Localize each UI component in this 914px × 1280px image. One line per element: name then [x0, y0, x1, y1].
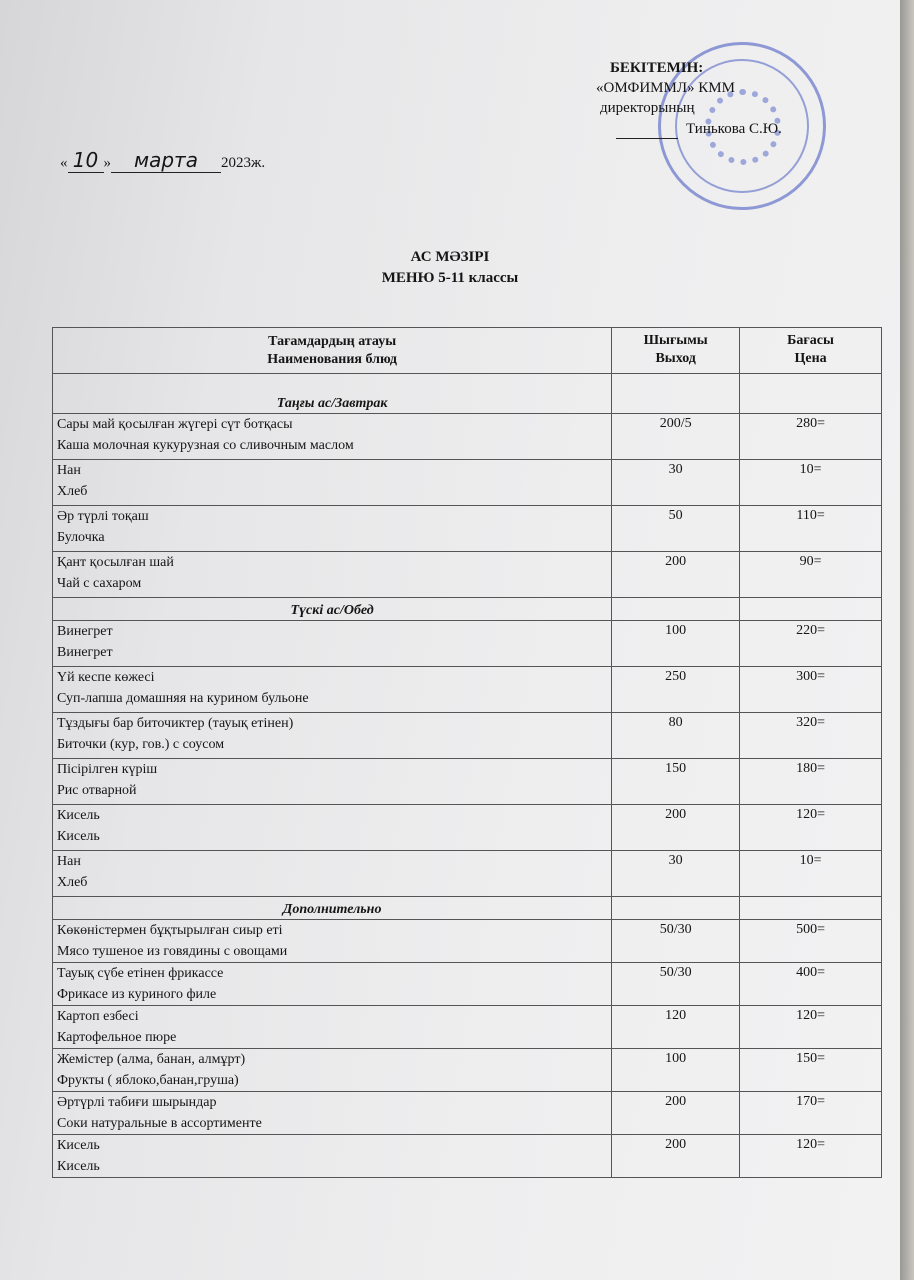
price-cell: 150=: [740, 1049, 882, 1092]
output-cell: 120: [612, 1006, 740, 1049]
price-cell: 120=: [740, 1006, 882, 1049]
table-row: [53, 1006, 882, 1049]
dish-name-ru: Каша молочная кукурузная со сливочным маслом: [57, 438, 354, 453]
output-cell: 30: [612, 460, 740, 506]
dish-name-cell: [53, 713, 612, 759]
dish-name-cell: [53, 460, 612, 506]
output-cell: 200/5: [612, 414, 740, 460]
price-cell: 180=: [740, 759, 882, 805]
dish-name-kz: Әр түрлі тоқаш: [57, 509, 149, 524]
document-date: [60, 148, 265, 173]
table-row: [53, 920, 882, 963]
dish-name-ru: Соки натуральные в ассортименте: [57, 1116, 262, 1131]
price-cell: 110=: [740, 506, 882, 552]
dish-name-kz: Винегрет: [57, 624, 113, 639]
dish-name-kz: Жемістер (алма, банан, алмұрт): [57, 1052, 246, 1067]
table-row: [53, 805, 882, 851]
price-cell: 10=: [740, 851, 882, 897]
dish-name-ru: Фрикасе из куриного филе: [57, 987, 217, 1002]
dish-name-kz: Көкөністермен бұқтырылған сиыр еті: [57, 923, 283, 938]
dish-name-cell: [53, 621, 612, 667]
approval-heading: БЕКІТЕМІН:: [610, 60, 704, 76]
dish-name-kz: Кисель: [57, 1138, 100, 1153]
table-row: [53, 460, 882, 506]
table-row: [53, 851, 882, 897]
dish-name-cell: [53, 1049, 612, 1092]
dish-name-kz: Нан: [57, 854, 81, 869]
dish-name-ru: Суп-лапша домашняя на курином бульоне: [57, 691, 309, 706]
dish-name-cell: [53, 1092, 612, 1135]
dish-name-kz: Кисель: [57, 808, 100, 823]
section-price-empty: [740, 374, 882, 414]
approval-signature-line: [596, 118, 826, 139]
dish-name-cell: [53, 851, 612, 897]
dish-name-ru: Хлеб: [57, 484, 88, 499]
approval-position: директорының: [600, 100, 695, 116]
output-cell: 200: [612, 805, 740, 851]
table-row: [53, 667, 882, 713]
table-row: [53, 1092, 882, 1135]
header-price: Бағасы Цена: [740, 328, 882, 374]
header-output: Шығымы Выход: [612, 328, 740, 374]
dish-name-ru: Хлеб: [57, 875, 88, 890]
price-cell: 10=: [740, 460, 882, 506]
section-title: Түскі ас/Обед: [53, 598, 612, 621]
dish-name-cell: [53, 552, 612, 598]
table-row: [53, 552, 882, 598]
dish-name-cell: [53, 414, 612, 460]
price-cell: 120=: [740, 805, 882, 851]
dish-name-kz: Үй кеспе көжесі: [57, 670, 155, 685]
output-cell: 50: [612, 506, 740, 552]
price-cell: 320=: [740, 713, 882, 759]
output-cell: 50/30: [612, 920, 740, 963]
date-close-quote: »: [103, 155, 111, 171]
dish-name-ru: Булочка: [57, 530, 105, 545]
dish-name-cell: [53, 1006, 612, 1049]
dish-name-ru: Фрукты ( яблоко,банан,груша): [57, 1073, 239, 1088]
dish-name-cell: [53, 805, 612, 851]
output-cell: 200: [612, 1135, 740, 1178]
section-price-empty: [740, 897, 882, 920]
price-cell: 300=: [740, 667, 882, 713]
price-cell: 170=: [740, 1092, 882, 1135]
price-cell: 220=: [740, 621, 882, 667]
dish-name-cell: [53, 506, 612, 552]
output-cell: 100: [612, 1049, 740, 1092]
table-row: [53, 414, 882, 460]
director-name: Тинькова С.Ю.: [686, 121, 782, 137]
section-row: [53, 598, 882, 621]
section-price-empty: [740, 598, 882, 621]
dish-name-kz: Тауық сүбе етінен фрикассе: [57, 966, 224, 981]
dish-name-ru: Мясо тушеное из говядины с овощами: [57, 944, 288, 959]
dish-name-cell: [53, 963, 612, 1006]
dish-name-kz: Пісірілген күріш: [57, 762, 158, 777]
table-row: [53, 713, 882, 759]
dish-name-kz: Әртүрлі табиғи шырындар: [57, 1095, 217, 1110]
price-cell: 280=: [740, 414, 882, 460]
table-row: [53, 621, 882, 667]
dish-name-ru: Винегрет: [57, 645, 113, 660]
date-month: марта: [111, 148, 221, 173]
date-open-quote: «: [60, 155, 68, 171]
approval-block: [596, 58, 826, 139]
date-year: 2023ж.: [221, 155, 266, 171]
output-cell: 200: [612, 552, 740, 598]
background-edge: [900, 0, 914, 1280]
price-cell: 120=: [740, 1135, 882, 1178]
section-output-empty: [612, 598, 740, 621]
section-title: Таңғы ас/Завтрак: [53, 374, 612, 414]
dish-name-cell: [53, 759, 612, 805]
title-kz: АС МӘЗІРІ: [410, 249, 490, 265]
table-row: [53, 963, 882, 1006]
dish-name-ru: Биточки (кур, гов.) с соусом: [57, 737, 225, 752]
dish-name-ru: Рис отварной: [57, 783, 137, 798]
date-day: 10: [68, 148, 104, 173]
section-row: [53, 374, 882, 414]
title-ru: МЕНЮ 5-11 классы: [381, 270, 519, 286]
section-output-empty: [612, 374, 740, 414]
price-cell: 400=: [740, 963, 882, 1006]
table-row: [53, 1135, 882, 1178]
approval-organization: «ОМФИММЛ» КММ: [596, 80, 735, 96]
table-row: [53, 759, 882, 805]
header-dish-name: Тағамдардың атауы Наименования блюд: [53, 328, 612, 374]
table-row: [53, 1049, 882, 1092]
dish-name-cell: [53, 667, 612, 713]
output-cell: 80: [612, 713, 740, 759]
section-row: [53, 897, 882, 920]
dish-name-kz: Сары май қосылған жүгері сүт ботқасы: [57, 417, 293, 432]
dish-name-kz: Нан: [57, 463, 81, 478]
output-cell: 100: [612, 621, 740, 667]
dish-name-cell: [53, 1135, 612, 1178]
output-cell: 200: [612, 1092, 740, 1135]
dish-name-ru: Картофельное пюре: [57, 1030, 177, 1045]
section-output-empty: [612, 897, 740, 920]
price-cell: 500=: [740, 920, 882, 963]
output-cell: 50/30: [612, 963, 740, 1006]
menu-table: [52, 327, 882, 1178]
dish-name-ru: Чай с сахаром: [57, 576, 142, 591]
dish-name-cell: [53, 920, 612, 963]
table-row: [53, 506, 882, 552]
signature-mark: [616, 118, 678, 139]
dish-name-ru: Кисель: [57, 829, 100, 844]
dish-name-kz: Қант қосылған шай: [57, 555, 174, 570]
dish-name-kz: Тұздығы бар биточиктер (тауық етінен): [57, 716, 294, 731]
price-cell: 90=: [740, 552, 882, 598]
output-cell: 150: [612, 759, 740, 805]
output-cell: 250: [612, 667, 740, 713]
table-header-row: [53, 328, 882, 374]
dish-name-kz: Картоп езбесі: [57, 1009, 139, 1024]
dish-name-ru: Кисель: [57, 1159, 100, 1174]
output-cell: 30: [612, 851, 740, 897]
section-title: Дополнительно: [53, 897, 612, 920]
